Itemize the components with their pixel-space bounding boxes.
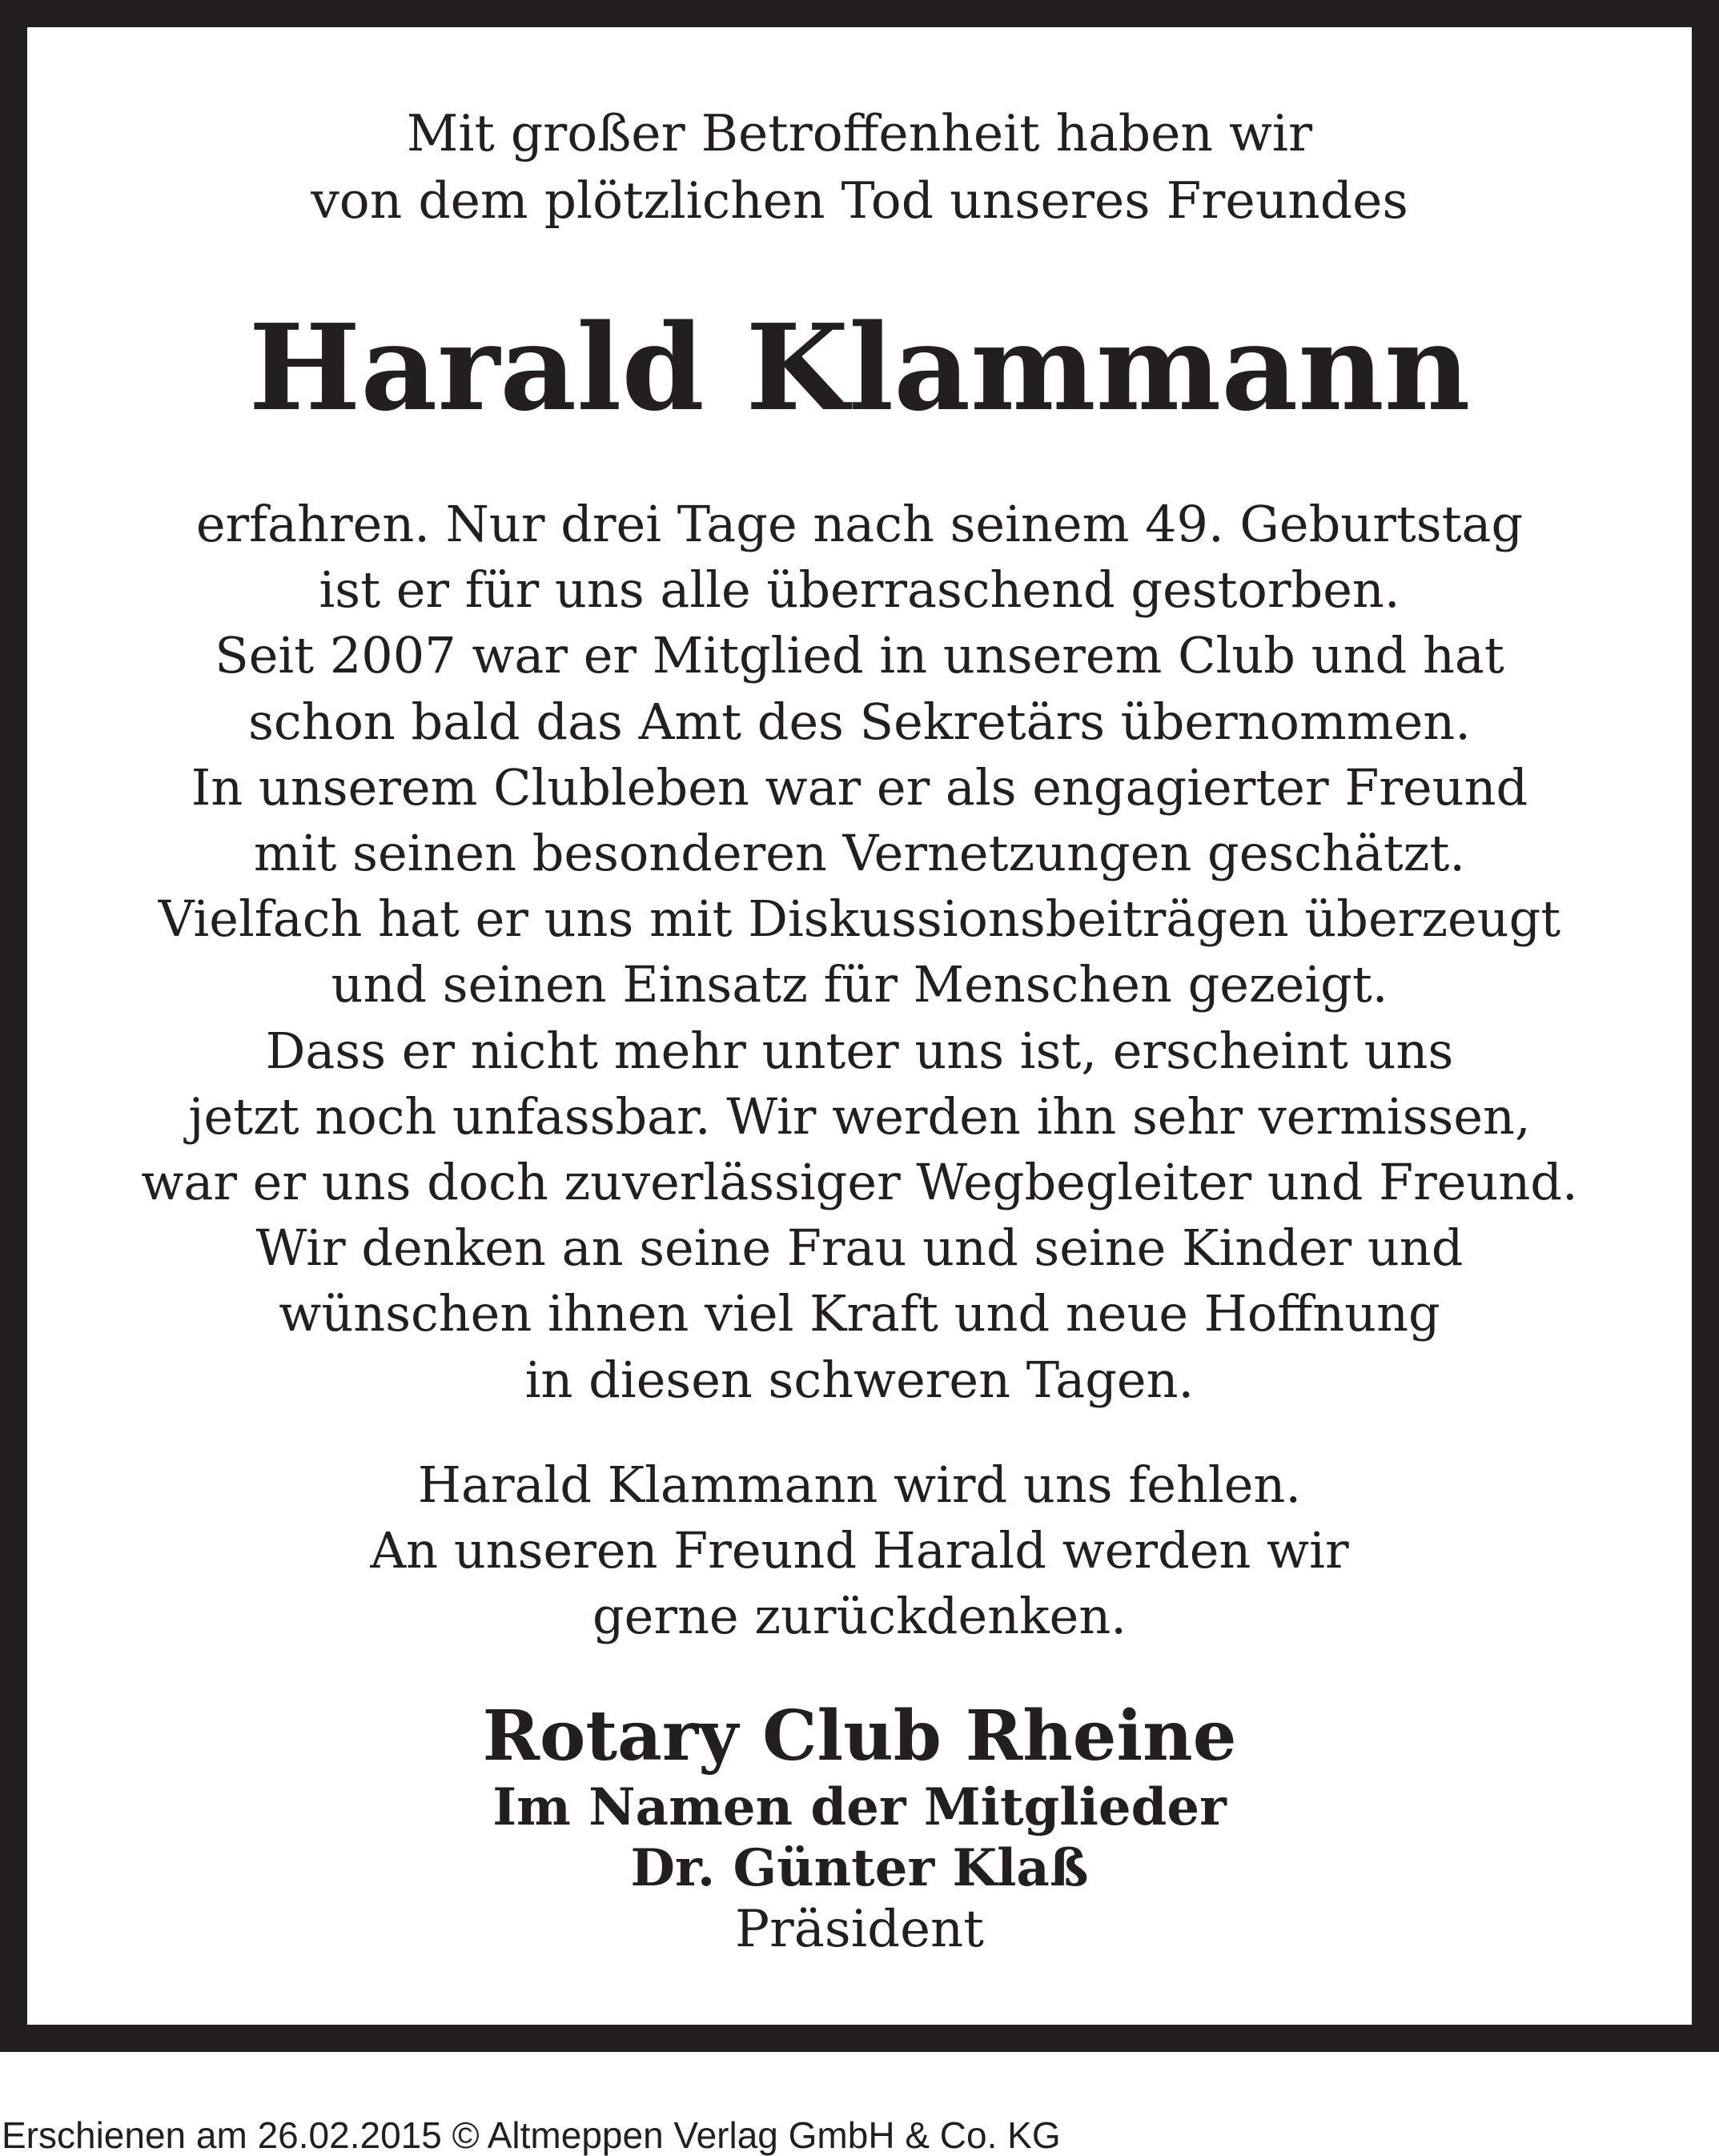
on-behalf-line: Im Namen der Mitglieder [492, 1777, 1227, 1837]
body-line: Wir denken an seine Frau und seine Kinder und [255, 1219, 1464, 1278]
closing-line: Harald Klammann wird uns fehlen. [417, 1455, 1302, 1514]
body-line: Vielfach hat er uns mit Diskussionsbeiträgen überzeugt [158, 889, 1561, 949]
body-line: In unserem Clubleben war er als engagierter Freund [191, 757, 1528, 817]
intro-line: Mit großer Betroffenheit haben wir [406, 104, 1313, 163]
body-line: Seit 2007 war er Mitglied in unserem Club und hat [215, 626, 1504, 685]
obituary-notice [27, 27, 1692, 2025]
body-line: und seinen Einsatz für Menschen gezeigt. [331, 955, 1388, 1014]
body-line: wünschen ihnen viel Kraft und neue Hoffnung [279, 1284, 1440, 1343]
body-line: mit seinen besonderen Vernetzungen geschätzt. [253, 824, 1466, 883]
signatory-role: Präsident [735, 1900, 984, 1959]
body-line: schon bald das Amt des Sekretärs übernommen. [248, 692, 1471, 751]
club-name: Rotary Club Rheine [482, 1696, 1237, 1777]
body-line: erfahren. Nur drei Tage nach seinem 49. Geburtstag [195, 495, 1524, 553]
body-line: jetzt noch unfassbar. Wir werden ihn sehr vermissen, [188, 1086, 1531, 1146]
body-line: in diesen schweren Tagen. [524, 1350, 1195, 1409]
body-line: ist er für uns alle überraschend gestorben. [319, 560, 1400, 620]
body-line: war er uns doch zuverlässiger Wegbegleiter und Freund. [141, 1153, 1578, 1212]
intro-text [27, 100, 1692, 235]
deceased-name: Harald Klammann [248, 298, 1471, 437]
closing-line: gerne zurückdenken. [592, 1587, 1127, 1645]
intro-line: von dem plötzlichen Tod unseres Freundes [311, 171, 1408, 230]
publication-footer: Erschienen am 26.02.2015 © Altmeppen Verlag GmbH & Co. KG [2, 2114, 1061, 2156]
signatory-name: Dr. Günter Klaß [630, 1838, 1089, 1898]
body-line: Dass er nicht mehr unter uns ist, erscheint uns [265, 1021, 1454, 1080]
body-text [27, 492, 1692, 1413]
signature-block [27, 1777, 1692, 1960]
closing-line: An unseren Freund Harald werden wir [370, 1521, 1349, 1580]
closing-text [27, 1452, 1692, 1649]
